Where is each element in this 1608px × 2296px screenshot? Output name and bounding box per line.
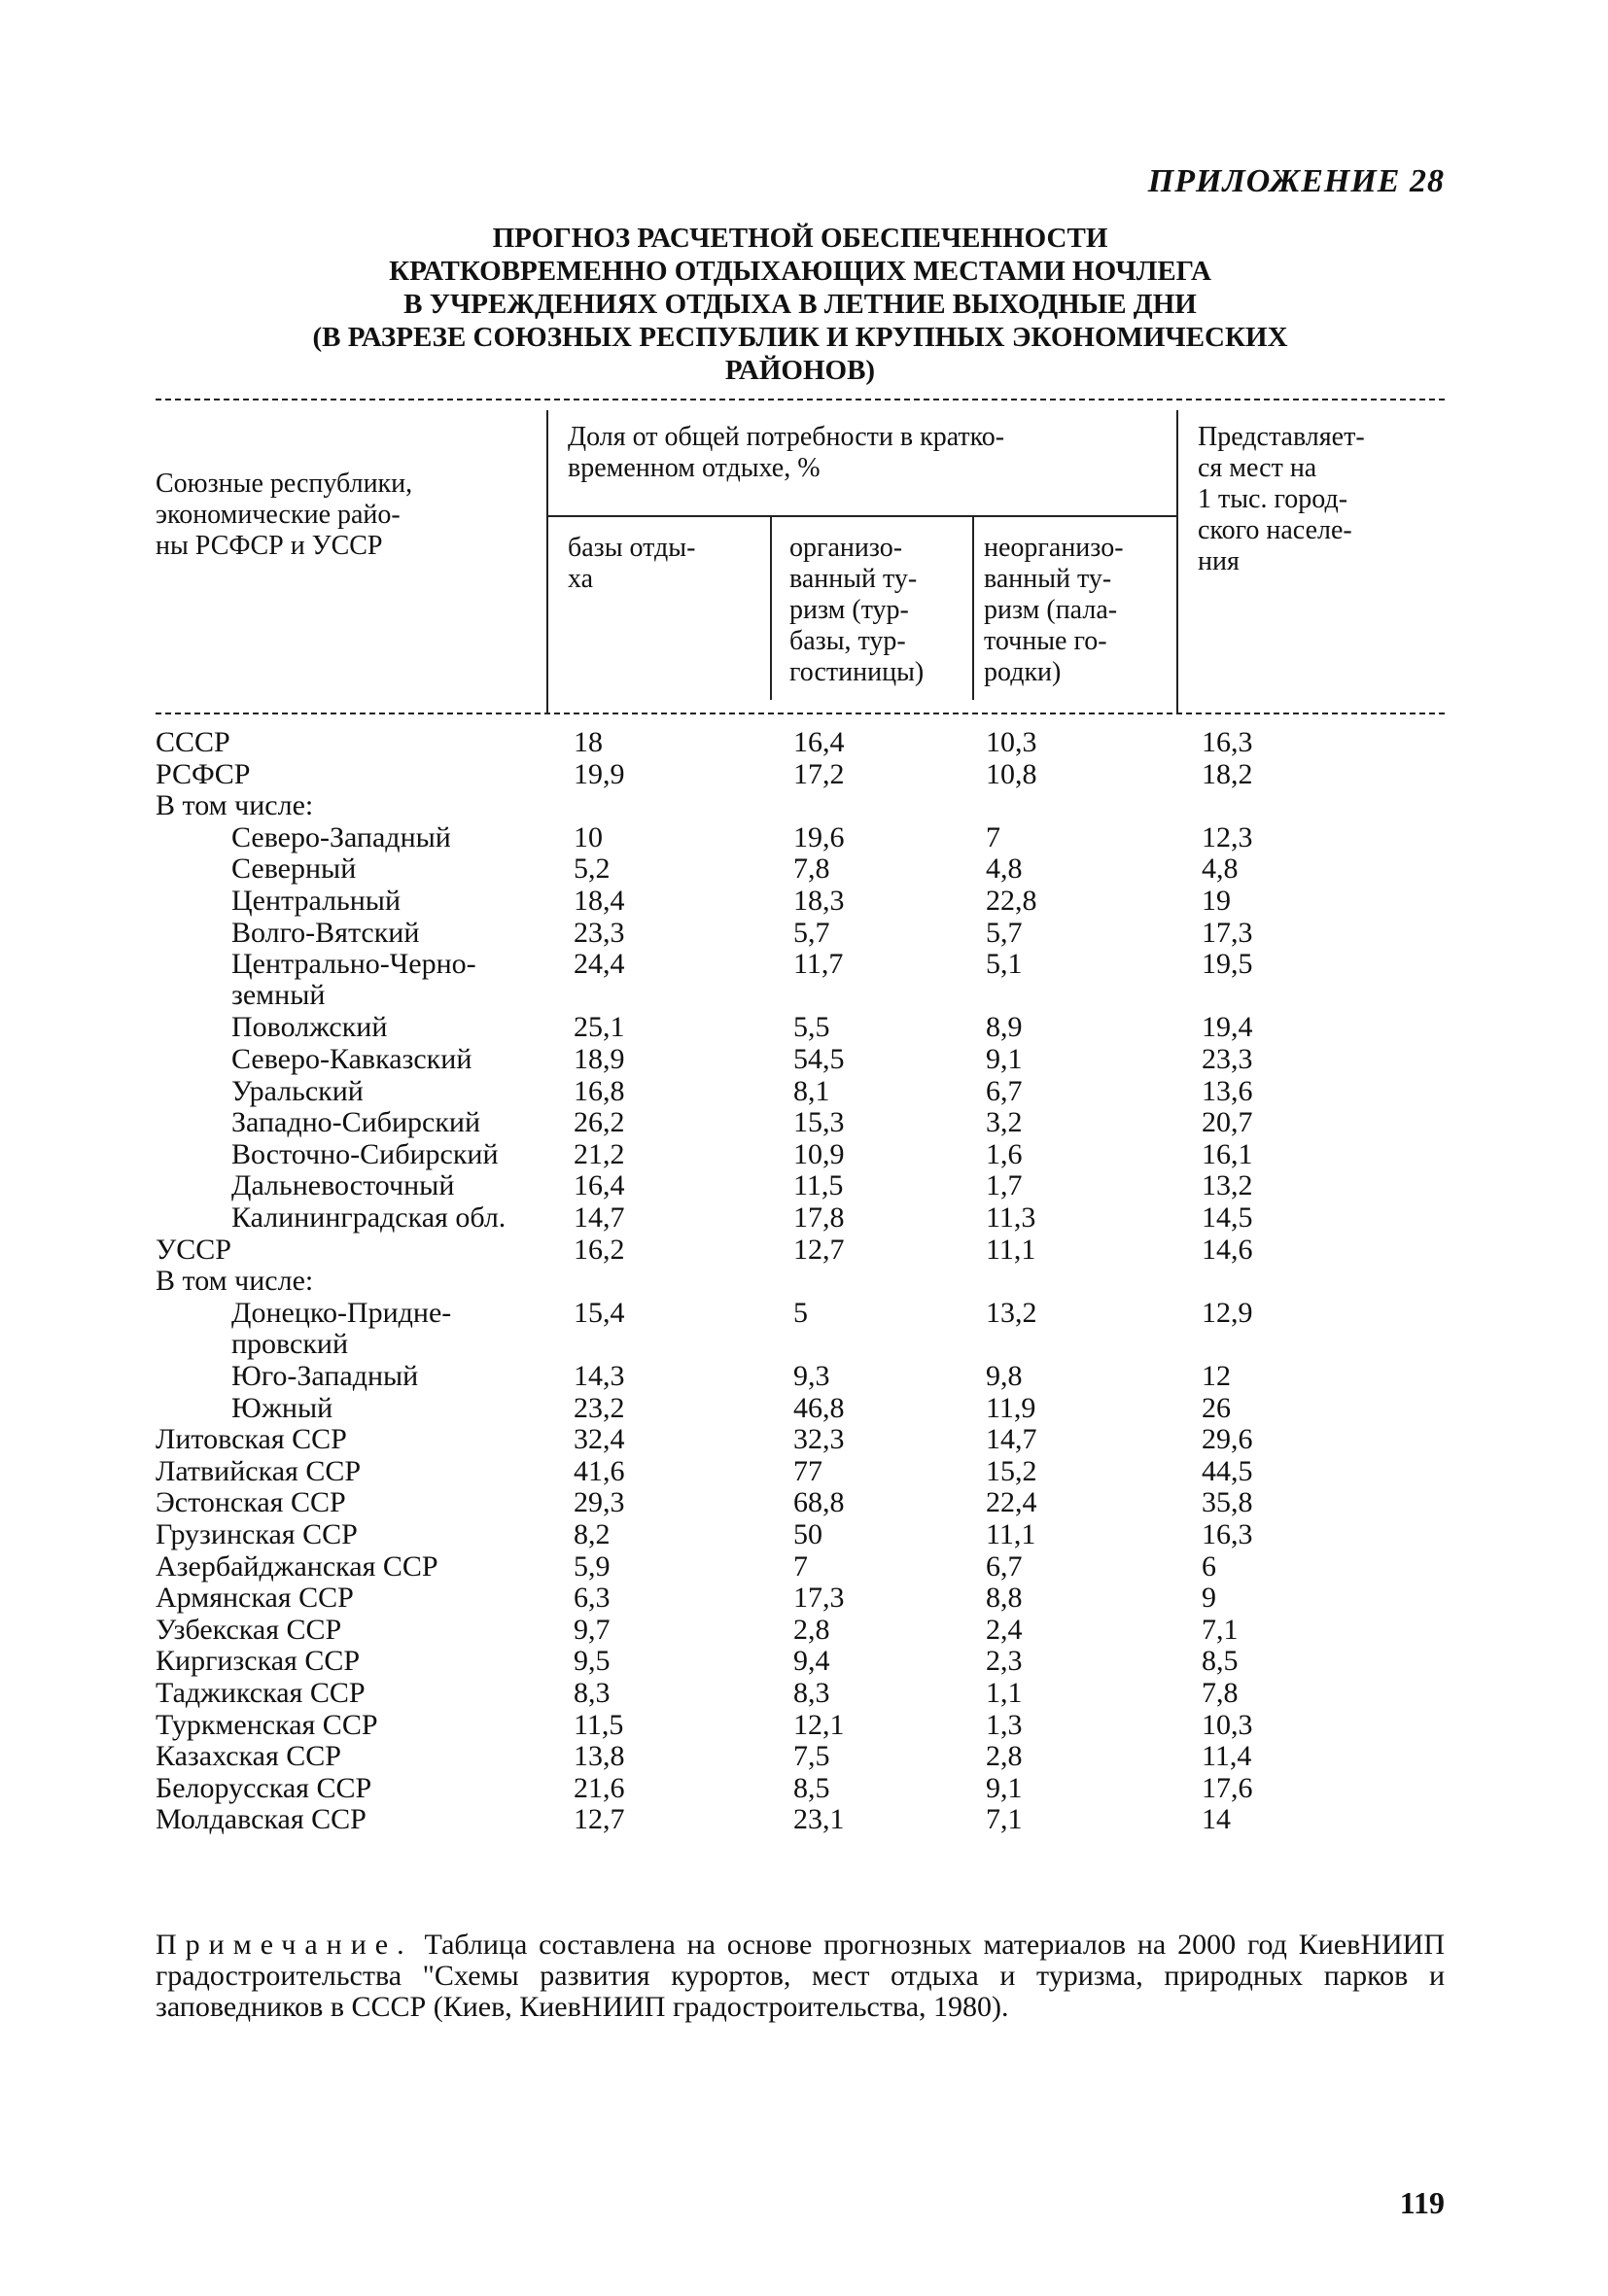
places-value: 16,3 [1202, 1518, 1253, 1550]
places-value: 44,5 [1202, 1454, 1253, 1487]
region-name: СССР [156, 726, 230, 758]
organized-value: 15,3 [793, 1106, 845, 1139]
unorganized-value: 6,7 [986, 1074, 1023, 1107]
column-divider [546, 410, 548, 713]
region-name: Западно-Сибирский [231, 1106, 481, 1139]
bases-value: 29,3 [574, 1486, 625, 1519]
unorganized-value: 15,2 [986, 1454, 1037, 1487]
table-row [0, 790, 1608, 821]
unorganized-value: 22,4 [986, 1486, 1037, 1519]
places-value: 29,6 [1202, 1423, 1253, 1456]
appendix-label: ПРИЛОЖЕНИЕ 28 [1147, 163, 1445, 199]
table-row [0, 1741, 1608, 1772]
region-name: Северо-Западный [231, 820, 451, 853]
places-value: 4,8 [1202, 852, 1239, 886]
unorganized-value: 2,8 [986, 1740, 1023, 1773]
region-name: Молдавская ССР [156, 1803, 367, 1836]
places-value: 11,4 [1202, 1740, 1252, 1773]
bases-value: 18 [574, 726, 603, 758]
bases-value: 8,2 [574, 1518, 611, 1550]
bases-value: 9,5 [574, 1645, 611, 1678]
bases-value: 12,7 [574, 1803, 625, 1836]
title-line: КРАТКОВРЕМЕННО ОТДЫХАЮЩИХ МЕСТАМИ НОЧЛЕГА [389, 256, 1211, 287]
region-name: РСФСР [156, 757, 251, 790]
bases-value: 9,7 [574, 1613, 611, 1646]
table-row [0, 1076, 1608, 1107]
places-value: 16,3 [1202, 726, 1253, 758]
region-name-continuation: провский [231, 1327, 349, 1360]
unorganized-value: 10,8 [986, 757, 1037, 790]
organized-value: 8,3 [793, 1677, 830, 1709]
bases-value: 26,2 [574, 1106, 625, 1139]
places-value: 17,6 [1202, 1771, 1253, 1804]
unorganized-value: 5,7 [986, 916, 1023, 949]
region-name: Донецко-Придне- [231, 1296, 452, 1329]
header-share: Доля от общей потребности в кратко- временном отдыхе, % [568, 422, 1005, 483]
organized-value: 9,3 [793, 1360, 830, 1392]
region-name: В том числе: [156, 1265, 314, 1298]
organized-value: 2,8 [793, 1613, 830, 1646]
page-title [156, 222, 1445, 387]
table-row [0, 918, 1608, 949]
unorganized-value: 13,2 [986, 1296, 1037, 1329]
table-row [0, 822, 1608, 853]
organized-value: 18,3 [793, 885, 845, 917]
unorganized-value: 10,3 [986, 726, 1037, 758]
table-row [0, 1170, 1608, 1201]
region-name: Армянская ССР [156, 1582, 354, 1615]
places-value: 10,3 [1202, 1708, 1253, 1741]
unorganized-value: 9,1 [986, 1771, 1023, 1804]
unorganized-value: 1,6 [986, 1137, 1023, 1170]
organized-value: 77 [793, 1454, 822, 1487]
places-value: 6 [1202, 1549, 1216, 1583]
table-row [0, 1583, 1608, 1614]
title-line: В УЧРЕЖДЕНИЯХ ОТДЫХА В ЛЕТНИЕ ВЫХОДНЫЕ ДНИ [403, 289, 1197, 320]
places-value: 12,3 [1202, 820, 1253, 853]
organized-value: 11,7 [793, 948, 844, 981]
organized-value: 12,1 [793, 1708, 845, 1741]
region-name: Таджикская ССР [156, 1677, 366, 1709]
bases-value: 8,3 [574, 1677, 611, 1709]
footnote-text: Таблица составлена на основе прогнозных материалов на 2000 год КиевНИИП градостроительства "Схемы развития курортов, мест отдыха и туризма, природных парков и заповедников в СССР (Киев, КиевНИИП градостроительства, 1980). [156, 1929, 1446, 2023]
organized-value: 19,6 [793, 820, 845, 853]
region-name: Казахская ССР [156, 1740, 341, 1773]
bases-value: 21,2 [574, 1137, 625, 1170]
region-name: Дальневосточный [231, 1169, 455, 1202]
unorganized-value: 11,1 [986, 1518, 1036, 1550]
table-row [0, 1361, 1608, 1392]
table-row [0, 1012, 1608, 1043]
unorganized-value: 1,1 [986, 1677, 1023, 1709]
organized-value: 17,8 [793, 1201, 845, 1234]
unorganized-value: 1,7 [986, 1169, 1023, 1202]
header-unorganized-tourism: неорганизо- ванный ту- ризм (пала- точные го- родки) [984, 533, 1124, 687]
organized-value: 32,3 [793, 1423, 845, 1456]
unorganized-value: 9,1 [986, 1043, 1023, 1075]
bases-value: 10 [574, 820, 603, 853]
table-row [0, 1551, 1608, 1583]
places-value: 7,8 [1202, 1677, 1239, 1709]
header-organized-tourism: организо- ванный ту- ризм (тур- базы, тур- гостиницы) [789, 533, 925, 687]
table-row [0, 1487, 1608, 1518]
unorganized-value: 7,1 [986, 1803, 1023, 1836]
table-row [0, 1678, 1608, 1709]
header-places: Представляет- ся мест на 1 тыс. город- ского населе- ния [1198, 422, 1365, 576]
table-row [0, 1615, 1608, 1646]
region-name: УССР [156, 1233, 231, 1266]
organized-value: 17,2 [793, 757, 845, 790]
unorganized-value: 1,3 [986, 1708, 1023, 1741]
places-value: 7,1 [1202, 1613, 1239, 1646]
bases-value: 5,2 [574, 852, 611, 886]
region-name-continuation: земный [231, 979, 326, 1012]
organized-value: 68,8 [793, 1486, 845, 1519]
places-value: 19 [1202, 885, 1231, 917]
places-value: 12 [1202, 1360, 1231, 1392]
region-name: Узбекская ССР [156, 1613, 342, 1646]
table-row [0, 1202, 1608, 1234]
region-name: Эстонская ССР [156, 1486, 346, 1519]
organized-value: 54,5 [793, 1043, 845, 1075]
organized-value: 5 [793, 1296, 808, 1329]
title-line: ПРОГНОЗ РАСЧЕТНОЙ ОБЕСПЕЧЕННОСТИ [492, 223, 1108, 254]
unorganized-value: 5,1 [986, 948, 1023, 981]
unorganized-value: 11,3 [986, 1201, 1036, 1234]
organized-value: 50 [793, 1518, 822, 1550]
region-name: Грузинская ССР [156, 1518, 358, 1550]
table-row [0, 1804, 1608, 1835]
table-row [0, 1296, 1608, 1360]
table-row [0, 727, 1608, 758]
unorganized-value: 11,9 [986, 1391, 1036, 1424]
organized-value: 11,5 [793, 1169, 844, 1202]
region-name: Литовская ССР [156, 1423, 347, 1456]
bases-value: 21,6 [574, 1771, 625, 1804]
places-value: 13,6 [1202, 1074, 1253, 1107]
bases-value: 18,9 [574, 1043, 625, 1075]
table-row [0, 1266, 1608, 1297]
places-value: 14,5 [1202, 1201, 1253, 1234]
table-row [0, 948, 1608, 1012]
table-row [0, 886, 1608, 917]
region-name: Волго-Вятский [231, 916, 420, 949]
table-row [0, 1235, 1608, 1266]
places-value: 26 [1202, 1391, 1231, 1424]
organized-value: 17,3 [793, 1582, 845, 1615]
organized-value: 9,4 [793, 1645, 830, 1678]
header-bases: базы отды- ха [568, 533, 696, 594]
region-name: Юго-Западный [231, 1360, 419, 1392]
region-name: Северо-Кавказский [231, 1043, 472, 1075]
bases-value: 25,1 [574, 1011, 625, 1044]
bases-value: 19,9 [574, 757, 625, 790]
table-row [0, 1456, 1608, 1487]
organized-value: 8,5 [793, 1771, 830, 1804]
table-row [0, 1107, 1608, 1138]
title-line: (В РАЗРЕЗЕ СОЮЗНЫХ РЕСПУБЛИК И КРУПНЫХ ЭКОНОМИЧЕСКИХ [312, 322, 1288, 353]
places-value: 23,3 [1202, 1043, 1253, 1075]
places-value: 12,9 [1202, 1296, 1253, 1329]
region-name: Центральный [231, 885, 402, 917]
region-name: Туркменская ССР [156, 1708, 378, 1741]
page-number: 119 [1399, 2185, 1445, 2220]
subheader-rule [546, 515, 1176, 517]
bases-value: 11,5 [574, 1708, 624, 1741]
column-divider [1176, 410, 1178, 713]
unorganized-value: 8,9 [986, 1011, 1023, 1044]
footnote-lead: Примечание. [156, 1929, 413, 1961]
bases-value: 16,4 [574, 1169, 625, 1202]
table-top-rule [156, 399, 1445, 400]
unorganized-value: 2,3 [986, 1645, 1023, 1678]
footnote [156, 1930, 1445, 2023]
bases-value: 5,9 [574, 1549, 611, 1583]
places-value: 14 [1202, 1803, 1231, 1836]
unorganized-value: 14,7 [986, 1423, 1037, 1456]
places-value: 9 [1202, 1582, 1216, 1615]
organized-value: 8,1 [793, 1074, 830, 1107]
region-name: Латвийская ССР [156, 1454, 362, 1487]
organized-value: 16,4 [793, 726, 845, 758]
places-value: 17,3 [1202, 916, 1253, 949]
region-name: Киргизская ССР [156, 1645, 361, 1678]
places-value: 19,4 [1202, 1011, 1253, 1044]
table-row [0, 1710, 1608, 1741]
bases-value: 15,4 [574, 1296, 625, 1329]
bases-value: 24,4 [574, 948, 625, 981]
unorganized-value: 11,1 [986, 1233, 1036, 1266]
table-row [0, 853, 1608, 885]
bases-value: 16,8 [574, 1074, 625, 1107]
organized-value: 10,9 [793, 1137, 845, 1170]
region-name: Северный [231, 852, 357, 886]
places-value: 19,5 [1202, 948, 1253, 981]
table-row [0, 759, 1608, 790]
unorganized-value: 4,8 [986, 852, 1023, 886]
unorganized-value: 3,2 [986, 1106, 1023, 1139]
table-row [0, 1139, 1608, 1170]
organized-value: 23,1 [793, 1803, 845, 1836]
region-name: Калининградская обл. [231, 1201, 507, 1234]
region-name: Южный [231, 1391, 333, 1424]
column-divider [972, 515, 974, 700]
bases-value: 23,2 [574, 1391, 625, 1424]
unorganized-value: 8,8 [986, 1582, 1023, 1615]
bases-value: 41,6 [574, 1454, 625, 1487]
region-name: Азербайджанская ССР [156, 1549, 438, 1583]
unorganized-value: 6,7 [986, 1549, 1023, 1583]
bases-value: 18,4 [574, 885, 625, 917]
bases-value: 14,7 [574, 1201, 625, 1234]
table-row [0, 1393, 1608, 1424]
bases-value: 23,3 [574, 916, 625, 949]
region-name: Уральский [231, 1074, 364, 1107]
table-row [0, 1424, 1608, 1455]
organized-value: 5,5 [793, 1011, 830, 1044]
organized-value: 12,7 [793, 1233, 845, 1266]
table-row [0, 1646, 1608, 1677]
table-row [0, 1519, 1608, 1550]
places-value: 35,8 [1202, 1486, 1253, 1519]
places-value: 13,2 [1202, 1169, 1253, 1202]
header-region: Союзные республики, экономические райо- ны РСФСР и УССР [156, 469, 413, 561]
bases-value: 6,3 [574, 1582, 611, 1615]
places-value: 18,2 [1202, 757, 1253, 790]
places-value: 14,6 [1202, 1233, 1253, 1266]
title-line: РАЙОНОВ) [724, 355, 876, 386]
region-name: Центрально-Черно- [231, 948, 476, 981]
column-divider [770, 515, 772, 700]
unorganized-value: 9,8 [986, 1360, 1023, 1392]
places-value: 8,5 [1202, 1645, 1239, 1678]
unorganized-value: 7 [986, 820, 1000, 853]
organized-value: 5,7 [793, 916, 830, 949]
region-name: Восточно-Сибирский [231, 1137, 499, 1170]
unorganized-value: 22,8 [986, 885, 1037, 917]
organized-value: 7,8 [793, 852, 830, 886]
organized-value: 7,5 [793, 1740, 830, 1773]
table-row [0, 1773, 1608, 1804]
region-name: В том числе: [156, 789, 314, 822]
organized-value: 7 [793, 1549, 808, 1583]
bases-value: 14,3 [574, 1360, 625, 1392]
bases-value: 32,4 [574, 1423, 625, 1456]
region-name: Поволжский [231, 1011, 388, 1044]
organized-value: 46,8 [793, 1391, 845, 1424]
table-row [0, 1044, 1608, 1075]
places-value: 16,1 [1202, 1137, 1253, 1170]
region-name: Белорусская ССР [156, 1771, 372, 1804]
places-value: 20,7 [1202, 1106, 1253, 1139]
bases-value: 16,2 [574, 1233, 625, 1266]
header-bottom-rule [156, 713, 1445, 714]
bases-value: 13,8 [574, 1740, 625, 1773]
unorganized-value: 2,4 [986, 1613, 1023, 1646]
